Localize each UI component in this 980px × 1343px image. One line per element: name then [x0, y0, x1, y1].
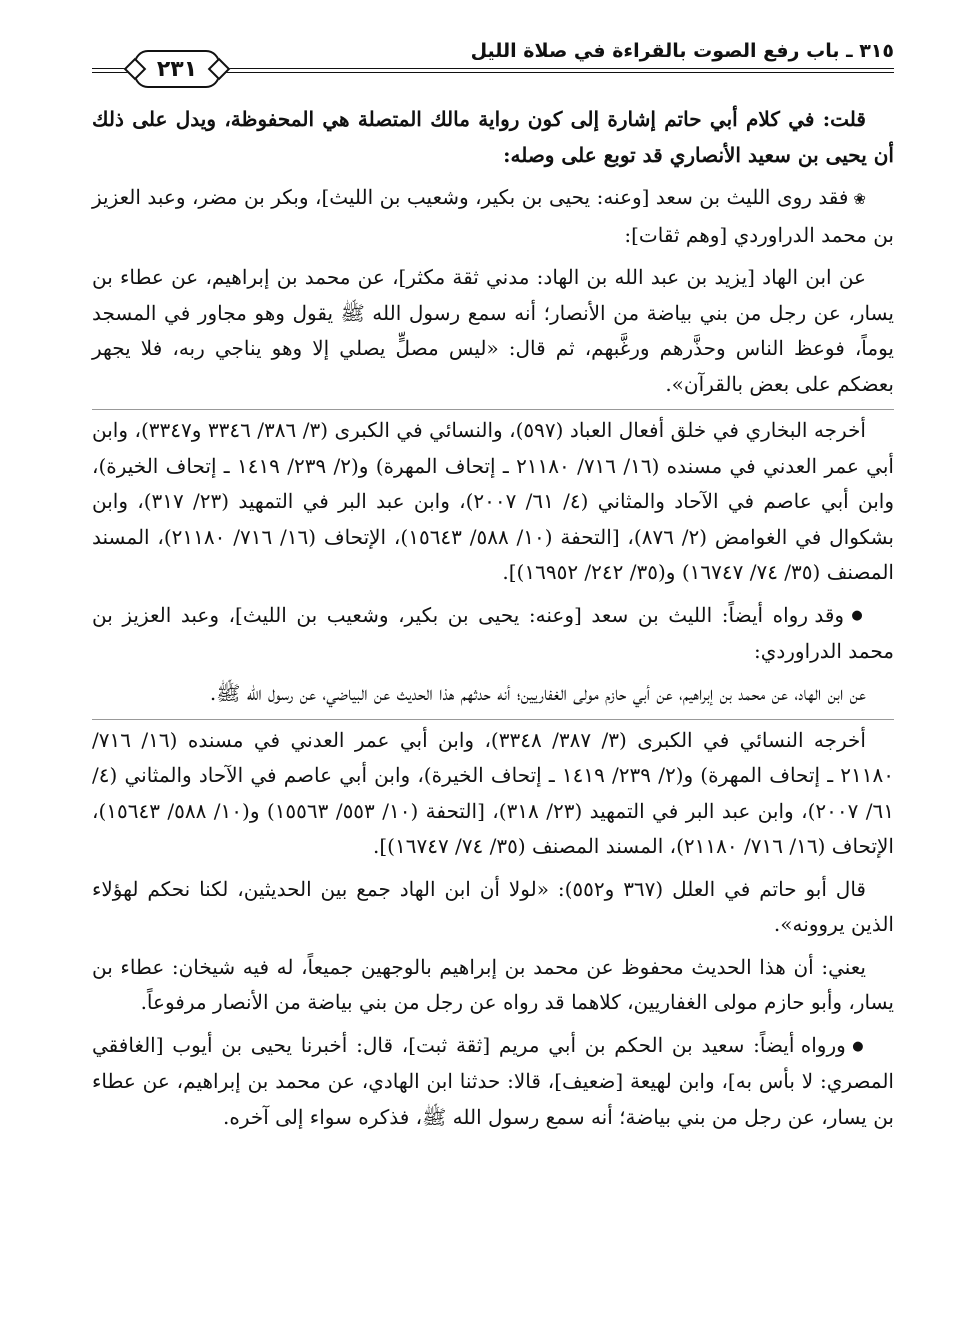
page-header [92, 38, 894, 86]
paragraph: أخرجه النسائي في الكبرى (٣/ ٣٨٧/ ٣٣٤٨)، وابن أبي عمر العدني في مسنده (١٦/ ٧١٦/ ٢١١٨٠ ـ إتحاف المهرة) و(٢/ ٢٣٩/ ١٤١٩ ـ إتحاف الخيرة)، وابن أبي عاصم في الآحاد والمثاني (٤/ ٦١/ ٢٠٠٧)، وابن عبد البر في التمهيد (٢٣/ ٣١٨)، [التحفة (١٠/ ٥٥٣/ ١٥٥٦٣) و(١٠/ ٥٨٨/ ١٥٦٤٣)، الإتحاف (١٦/ ٧١٦/ ٢١١٨٠)، المسند المصنف (٣٥/ ٧٤/ ١٦٧٤٧)]. [92, 719, 894, 865]
paragraph: يعني: أن هذا الحديث محفوظ عن محمد بن إبراهيم بالوجهين جميعاً، له فيه شيخان: عطاء بن يسار، وأبو حازم مولى الغفاريين، كلاهما قد رواه عن رجل من بني بياضة من الأنصار مرفوعاً. [92, 954, 894, 1015]
page [92, 38, 894, 1313]
paragraph: قال أبو حاتم في العلل (٣٦٧ و٥٥٢): «لولا أن ابن الهاد جمع بين الحديثين، لكنا نحكم لهؤلاء الذين يروونه». [92, 876, 894, 937]
paragraph: أخرجه البخاري في خلق أفعال العباد (٥٩٧)، والنسائي في الكبرى (٣/ ٣٨٦/ ٣٣٤٦ و٣٣٤٧)، وابن أبي عمر العدني في مسنده (١٦/ ٧١٦/ ٢١١٨٠ ـ إتحاف المهرة) و(٢/ ٢٣٩/ ١٤١٩ ـ إتحاف الخيرة)، وابن أبي عاصم في الآحاد والمثاني (٤/ ٦١/ ٢٠٠٧)، وابن عبد البر في التمهيد (٢٣/ ٣١٧)، وابن بشكوال في الغوامض (٢/ ٨٧٦)، [التحفة (١٠/ ٥٨٨/ ١٥٦٤٣)، الإتحاف (١٦/ ٧١٦/ ٢١١٨٠)، المسند المصنف (٣٥/ ٧٤/ ١٦٧٤٧) و(٣٥/ ٢٤٢/ ١٦٩٥٢)]. [92, 409, 894, 591]
page-content [92, 102, 894, 1135]
paragraph: عن ابن الهاد، عن محمد بن إبراهيم، عن أبي حازم مولى الغفاريين؛ أنه حدثهم هذا الحديث عن البياضي، عن رسول الله ﷺ. [209, 681, 866, 706]
page-number: ٢٣١ [134, 50, 220, 88]
paragraph: ● وقد رواه أيضاً: الليث بن سعد [وعنه: يحيى بن بكير، وشعيب بن الليث]، وعبد العزيز بن محمد الدراوردي: [92, 598, 894, 670]
paragraph: قلت: في كلام أبي حاتم إشارة إلى كون رواية مالك المتصلة هي المحفوظة، ويدل على ذلك أن يحيى بن سعيد الأنصاري قد توبع على وصله: [92, 107, 894, 167]
paragraph: ❀ فقد روى الليث بن سعد [وعنه: يحيى بن بكير، وشعيب بن الليث]، وبكر بن مضر، وعبد العزيز بن محمد الدراوردي [وهم ثقات]: [92, 180, 894, 253]
paragraph: عن ابن الهاد [يزيد بن عبد الله بن الهاد: مدني ثقة مكثر]، عن محمد بن إبراهيم، عن عطاء بن يسار، عن رجل من بني بياضة من الأنصار؛ أنه سمع رسول الله ﷺ يقول وهو مجاور في المسجد يوماً، فوعظ الناس وحذَّرهم ورغَّبهم، ثم قال: «ليس مصلٍّ يصلي إلا وهو يناجي ربه، فلا يجهر بعضكم على بعض بالقرآن». [92, 265, 894, 396]
chapter-title: ٣١٥ ـ باب رفع الصوت بالقراءة في صلاة الليل [470, 40, 894, 62]
paragraph: ● ورواه أيضاً: سعيد بن الحكم بن أبي مريم [ثقة ثبت]، قال: أخبرنا يحيى بن أيوب [الغافقي المصري: لا بأس به]، وابن لهيعة [ضعيف]، قالا: حدثنا ابن الهادي، عن محمد بن إبراهيم، عن عطاء بن يسار، عن رجل من بني بياضة؛ أنه سمع رسول الله ﷺ، فذكره سواء إلى آخره. [92, 1028, 894, 1135]
